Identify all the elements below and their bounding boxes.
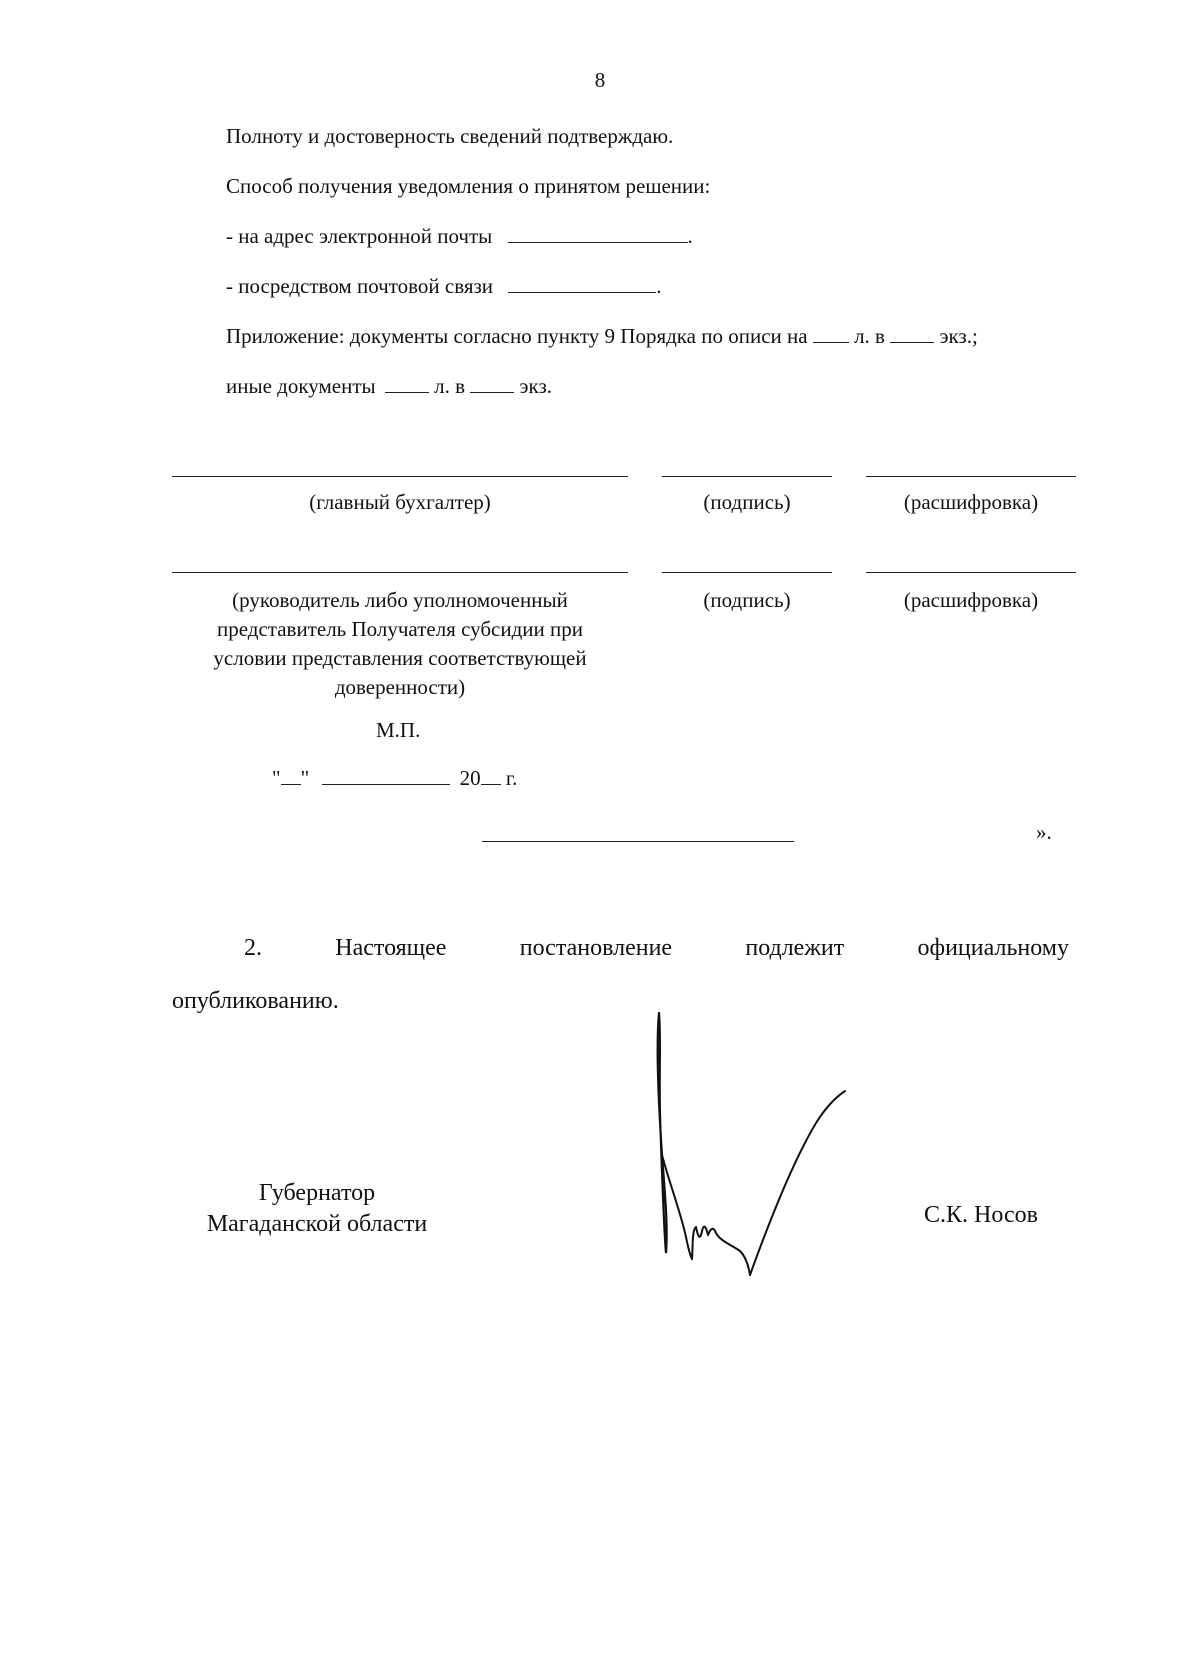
attachment-line <box>226 324 978 349</box>
signer-name: С.К. Носов <box>924 1202 1038 1228</box>
year-blank[interactable] <box>481 766 501 785</box>
date-line <box>272 766 517 791</box>
paragraph-2-word: официальному <box>917 935 1069 961</box>
paragraph-2-word: постановление <box>519 935 673 961</box>
post-blank[interactable] <box>508 274 656 293</box>
post-option-end: . <box>656 274 662 298</box>
other-docs-copies-blank[interactable] <box>470 374 514 393</box>
post-option-label: - посредством почтовой связи <box>226 274 494 298</box>
decoding-caption-2: (расшифровка) <box>903 588 1039 612</box>
stamp-place: М.П. <box>376 718 421 742</box>
paragraph-2-word: Настоящее <box>335 935 447 961</box>
chief-accountant-signature-line[interactable] <box>662 476 832 477</box>
head-caption-line-2: представитель Получателя субсидии при <box>217 617 583 641</box>
date-open-quote: " <box>272 766 281 790</box>
head-caption-line-4: доверенности) <box>334 675 466 699</box>
head-caption-line-3: условии представления соответствующей <box>213 646 587 670</box>
signature-caption-2: (подпись) <box>703 588 791 612</box>
email-option <box>226 224 693 249</box>
head-caption-line-1: (руководитель либо уполномоченный <box>232 588 568 612</box>
decoding-caption-1: (расшифровка) <box>903 490 1039 514</box>
head-role-line[interactable] <box>172 572 628 573</box>
head-decoding-line[interactable] <box>866 572 1076 573</box>
post-option <box>226 274 662 299</box>
head-caption <box>172 586 628 702</box>
other-docs-sheets-blank[interactable] <box>385 374 429 393</box>
head-signature-line[interactable] <box>662 572 832 573</box>
day-blank[interactable] <box>281 766 301 785</box>
year-suffix: г. <box>505 766 518 790</box>
paragraph-2-continuation: опубликованию. <box>172 988 339 1014</box>
year-prefix: 20 <box>459 766 481 790</box>
chief-accountant-decoding-line[interactable] <box>866 476 1076 477</box>
other-docs-line <box>226 374 552 399</box>
chief-accountant-role-line[interactable] <box>172 476 628 477</box>
attachment-copies-blank[interactable] <box>890 324 934 343</box>
email-option-end: . <box>687 224 693 248</box>
paragraph-2-word: подлежит <box>745 935 845 961</box>
closing-quote: ». <box>1036 820 1052 844</box>
other-docs-prefix: иные документы <box>226 374 376 398</box>
paragraph-2-word: 2. <box>244 935 262 961</box>
closing-divider <box>482 841 794 842</box>
signer-title-line-1: Губернатор <box>258 1180 376 1206</box>
date-close-quote: " <box>300 766 310 790</box>
signature-caption-1: (подпись) <box>703 490 791 514</box>
page-number: 8 <box>594 68 606 92</box>
attachment-copies-label: экз.; <box>939 324 978 348</box>
attachment-prefix: Приложение: документы согласно пункту 9 Порядка по описи на <box>226 324 808 348</box>
email-blank[interactable] <box>508 224 688 243</box>
other-docs-sheets-label: л. в <box>434 374 466 398</box>
month-blank[interactable] <box>322 766 450 785</box>
paragraph-2-first-line <box>244 935 1069 962</box>
notification-method-text: Способ получения уведомления о принятом решении: <box>226 174 711 198</box>
other-docs-copies-label: экз. <box>519 374 552 398</box>
email-option-label: - на адрес электронной почты <box>226 224 493 248</box>
signer-title-line-2: Магаданской области <box>206 1211 428 1237</box>
confirmation-text: Полноту и достоверность сведений подтверждаю. <box>226 124 674 148</box>
attachment-sheets-blank[interactable] <box>813 324 849 343</box>
handwritten-signature <box>640 1005 870 1295</box>
attachment-sheets-label: л. в <box>854 324 885 348</box>
chief-accountant-caption: (главный бухгалтер) <box>309 490 491 514</box>
